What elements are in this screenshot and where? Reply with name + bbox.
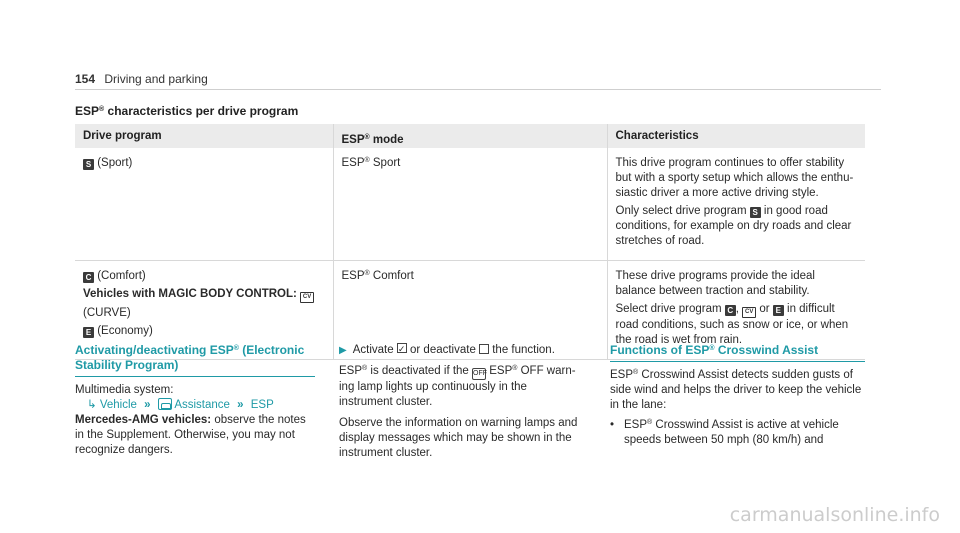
drive-program-table xyxy=(75,124,865,360)
economy-key-icon: E xyxy=(773,305,784,316)
economy-key-icon: E xyxy=(83,327,94,338)
esp-activation-title: Activating/deactivating ESP® (Electronic Stability Program) xyxy=(75,343,315,377)
cell-characteristics-sport: This drive program continues to offer stability but with a sporty setup which allows the enthusiastic driver a more active driving style. Only select drive program S in good road conditions, for example on dry roads and clear stretches of road. xyxy=(607,148,865,261)
header-characteristics: Characteristics xyxy=(607,124,865,148)
watermark: carmanualsonline.info xyxy=(729,504,940,526)
warning-lamps-note: Observe the information on warning lamps and display messages which may be shown in the instrument cluster. xyxy=(339,417,578,459)
curve-key-icon: CV xyxy=(300,292,314,303)
double-chevron-icon: » xyxy=(144,399,151,411)
column-esp-activation xyxy=(75,343,315,458)
column-crosswind xyxy=(610,343,865,448)
sport-key-icon: S xyxy=(83,159,94,170)
cell-mode-comfort: ESP® Comfort xyxy=(333,261,607,360)
esp-off-warning-icon: OFF xyxy=(472,368,486,380)
multimedia-intro: Multimedia system: xyxy=(75,384,174,396)
car-assistance-icon xyxy=(158,398,172,410)
header-drive-program: Drive program xyxy=(75,124,333,148)
chapter-title: Driving and parking xyxy=(104,72,208,86)
checkbox-unchecked-icon xyxy=(479,344,489,354)
esp-off-note: ESP® is deactivated if the OFF ESP® OFF warning lamp lights up continuously in the instrument cluster. xyxy=(339,365,576,408)
cell-characteristics-comfort: These drive programs provide the ideal balance between traction and stability. Select drive program C , CV or E in difficult road conditions, such as snow or ice, or when the road is wet from rain. xyxy=(607,261,865,360)
comfort-key-icon: C xyxy=(83,272,94,283)
table-header-row xyxy=(75,124,865,148)
return-arrow-icon: ↳ xyxy=(87,399,97,411)
checkbox-checked-icon xyxy=(397,343,407,353)
step-triangle-icon: ▶ xyxy=(339,345,347,356)
table-row xyxy=(75,148,865,261)
header-esp-mode: ESP® mode xyxy=(333,124,607,148)
bullet-icon: • xyxy=(610,419,615,431)
curve-key-icon: CV xyxy=(742,307,756,318)
comfort-key-icon: C xyxy=(725,305,736,316)
column-esp-steps xyxy=(339,343,579,461)
list-item: • ESP® Crosswind Assist is active at vehicle speeds between 50 mph (80 km/h) and xyxy=(610,419,839,446)
header-divider xyxy=(75,89,881,90)
cell-mode-sport: ESP® Sport xyxy=(333,148,607,261)
crosswind-title: Functions of ESP® Crosswind Assist xyxy=(610,343,865,362)
cell-program-sport: S (Sport) xyxy=(75,148,333,261)
page-number: 154 xyxy=(75,72,96,86)
crosswind-description: ESP® Crosswind Assist detects sudden gusts of side wind and helps the driver to keep the vehicle in the lane: xyxy=(610,369,862,411)
activate-step: ▶ Activate ✓ or deactivate the function. xyxy=(339,343,579,358)
sport-key-icon: S xyxy=(750,207,761,218)
amg-note: Mercedes-AMG vehicles: observe the notes in the Supplement. Otherwise, you may not recognize dangers. xyxy=(75,414,306,456)
double-chevron-icon: » xyxy=(237,399,244,411)
section-title: ESP® characteristics per drive program xyxy=(75,104,299,118)
page-header xyxy=(75,72,208,87)
nav-path: ↳ Vehicle » Assistance » ESP xyxy=(87,399,274,411)
cell-program-comfort: C (Comfort) Vehicles with MAGIC BODY CONTROL: CV (CURVE) E (Economy) xyxy=(75,261,333,360)
